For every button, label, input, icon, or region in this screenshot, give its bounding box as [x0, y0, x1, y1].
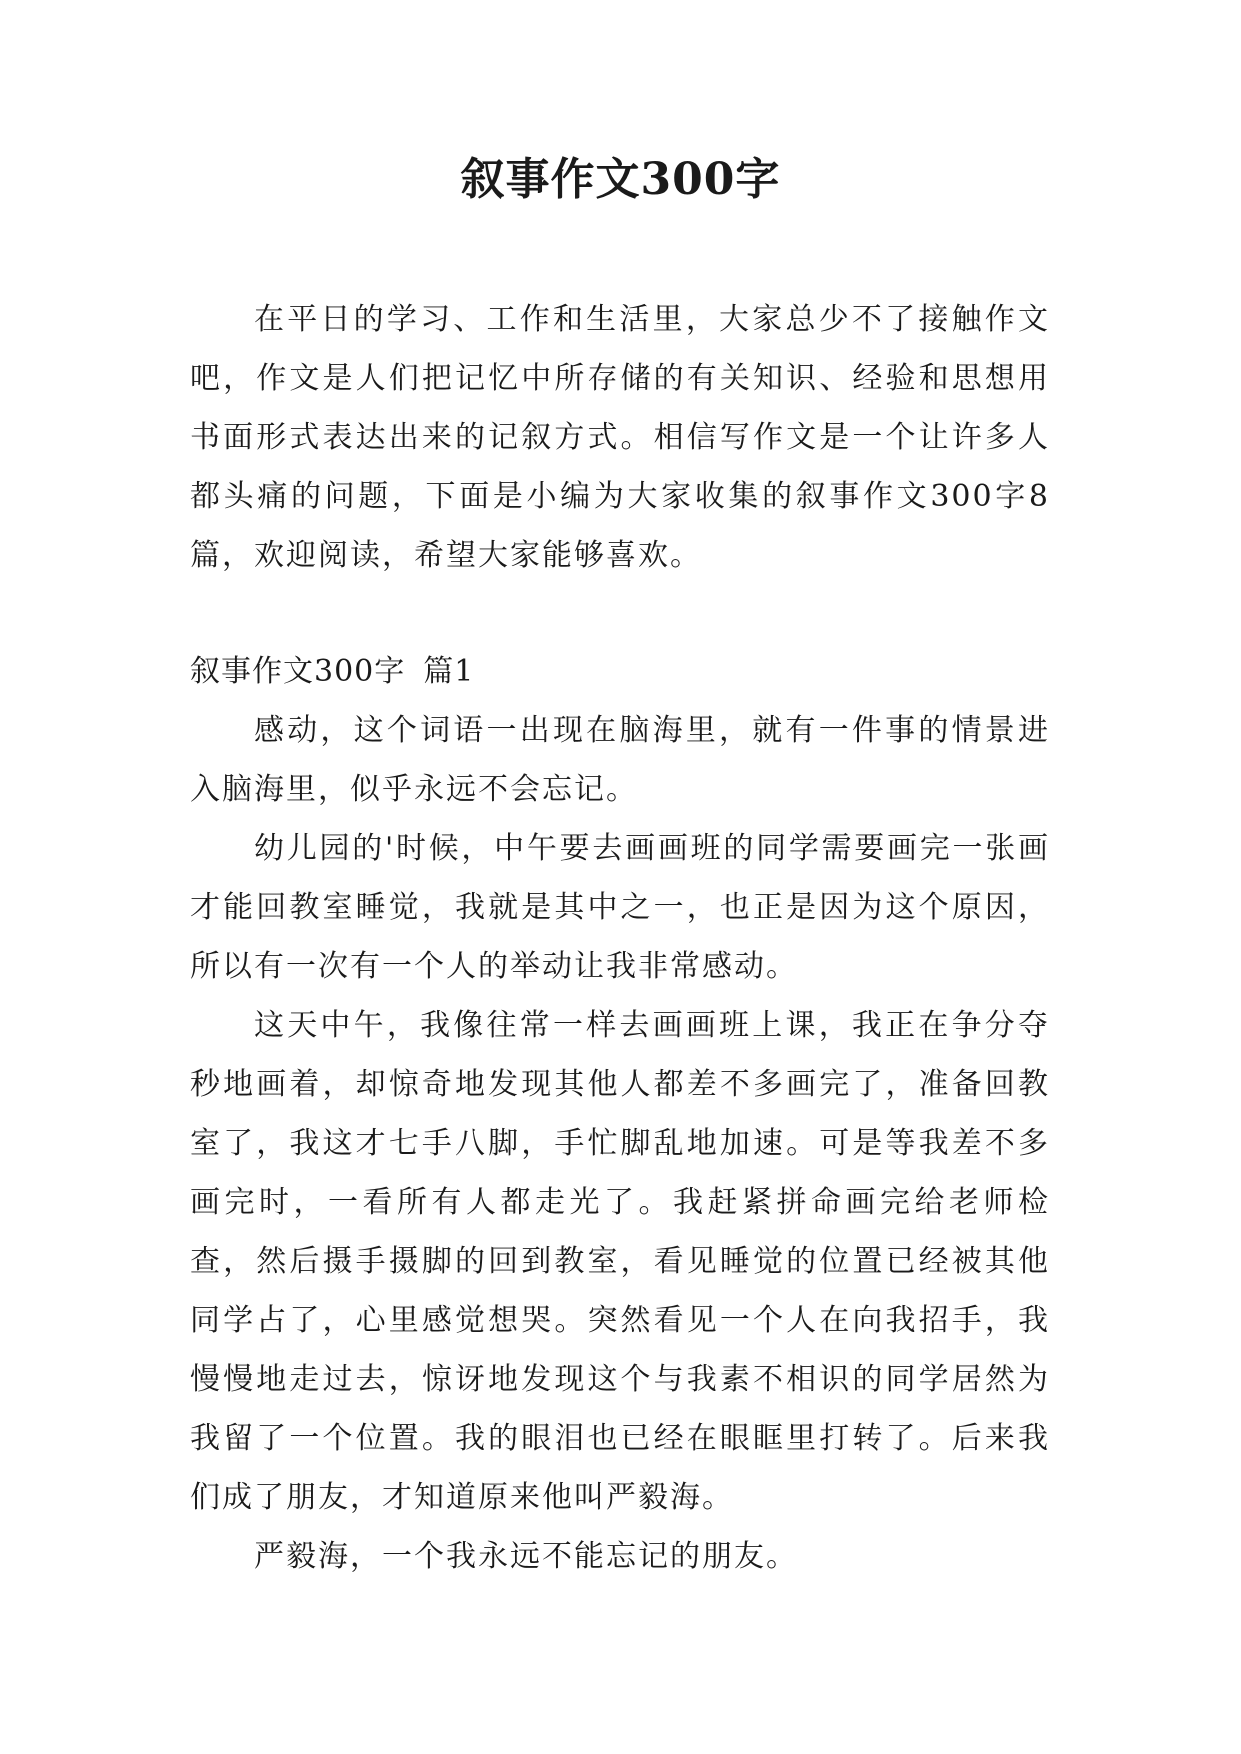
- intro-paragraph: 在平日的学习、工作和生活里，大家总少不了接触作文吧，作文是人们把记忆中所存储的有关知识、经验和思想用书面形式表达出来的记叙方式。相信写作文是一个让许多人都头痛的问题，下面是小编为大家收集的叙事作文300字8篇，欢迎阅读，希望大家能够喜欢。: [190, 302, 1050, 573]
- document-title: 叙事作文300字: [460, 154, 781, 205]
- section-paragraph-3: 这天中午，我像往常一样去画画班上课，我正在争分夺秒地画着，却惊奇地发现其他人都差不多画完了，准备回教室了，我这才七手八脚，手忙脚乱地加速。可是等我差不多画完时，一看所有人都走光了。我赶紧拼命画完给老师检查，然后摄手摄脚的回到教室，看见睡觉的位置已经被其他同学占了，心里感觉想哭。突然看见一个人在向我招手，我慢慢地走过去，惊讶地发现这个与我素不相识的同学居然为我留了一个位置。我的眼泪也已经在眼眶里打转了。后来我们成了朋友，才知道原来他叫严毅海。: [190, 1008, 1050, 1515]
- document-body: [190, 290, 1050, 1586]
- section-paragraph-2: 幼儿园的'时候，中午要去画画班的同学需要画完一张画才能回教室睡觉，我就是其中之一，也正是因为这个原因，所以有一次有一个人的举动让我非常感动。: [190, 831, 1050, 984]
- section-paragraph-1: 感动，这个词语一出现在脑海里，就有一件事的情景进入脑海里，似乎永远不会忘记。: [190, 713, 1050, 807]
- section-heading-title: 叙事作文300字: [190, 654, 406, 689]
- section-heading-part: 篇1: [423, 654, 475, 689]
- section-paragraph-4: 严毅海，一个我永远不能忘记的朋友。: [254, 1539, 798, 1574]
- section-heading: [190, 642, 1050, 701]
